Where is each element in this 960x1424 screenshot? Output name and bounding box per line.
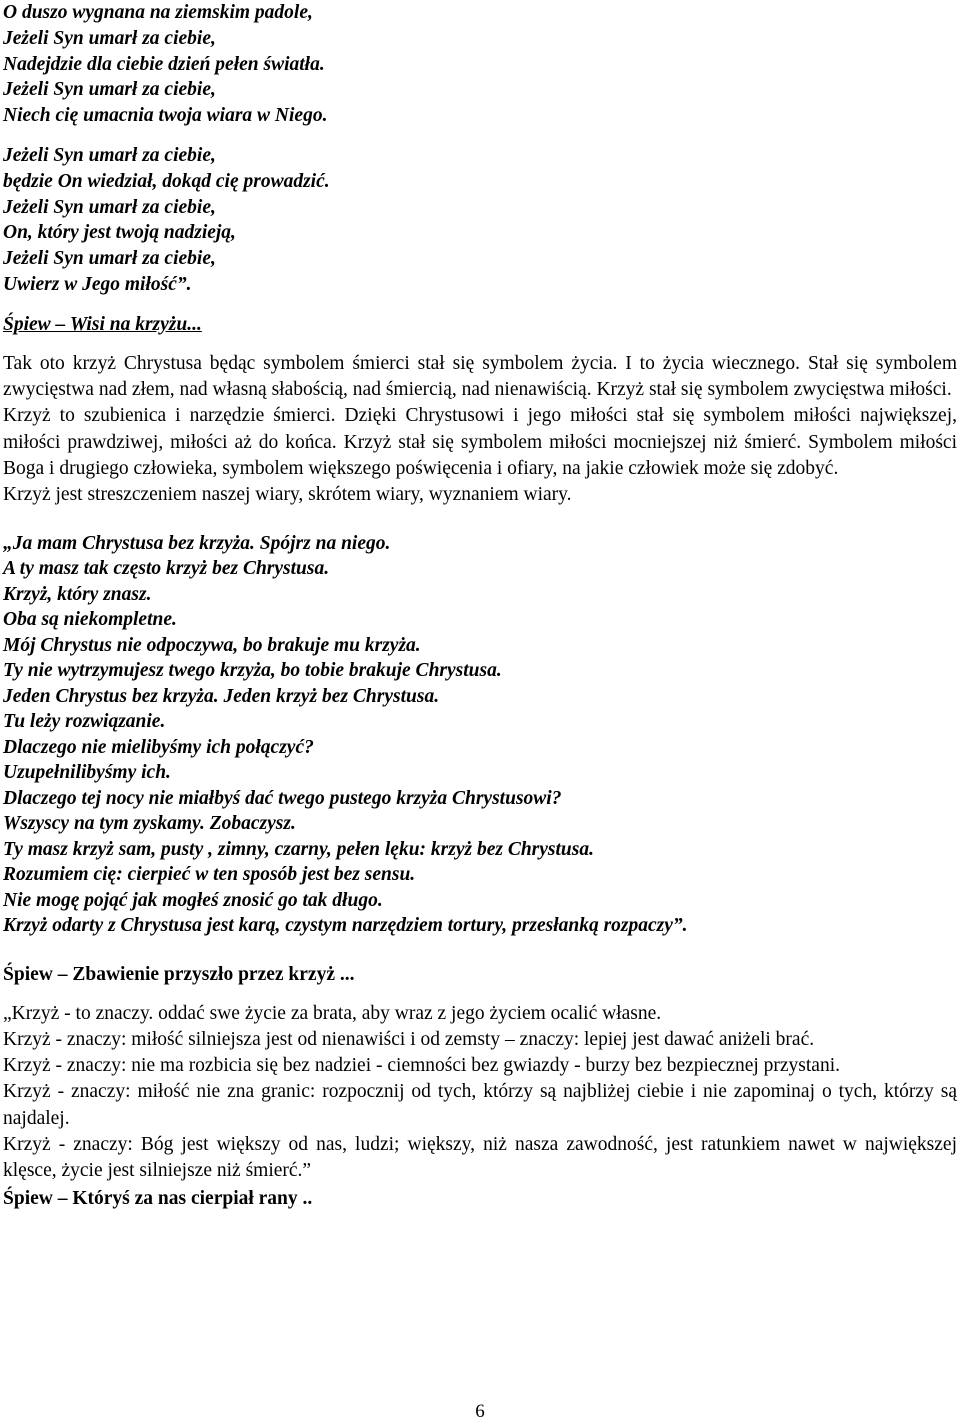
song-heading-3: Śpiew – Któryś za nas cierpiał rany ..	[3, 1187, 313, 1209]
spacer	[3, 338, 957, 351]
quote-line: Nie mogę pojąć jak mogłeś znosić go tak długo.	[3, 889, 383, 911]
poem-line: Jeżeli Syn umarł za ciebie,	[3, 196, 216, 218]
spacer	[3, 939, 957, 961]
quote-line: Oba są niekompletne.	[3, 609, 177, 631]
poem-stanza-2	[3, 143, 957, 298]
meaning-paragraph: Krzyż - znaczy: Bóg jest większy od nas, ludzi; większy, niż nasza zawodność, jest ratunkiem nawet w największej klęsce, życie jest silniejsze niż śmierć.”	[3, 1134, 957, 1182]
cross-meanings-section	[3, 1001, 957, 1185]
reflection-paragraph: Krzyż jest streszczeniem naszej wiary, skrótem wiary, wyznaniem wiary.	[3, 484, 572, 506]
poem-line: Uwierz w Jego miłość”.	[3, 273, 192, 295]
quote-line: Jeden Chrystus bez krzyża. Jeden krzyż bez Chrystusa.	[3, 685, 440, 707]
quote-line: Uzupełnilibyśmy ich.	[3, 762, 171, 784]
meaning-paragraph: Krzyż - znaczy: miłość nie zna granic: rozpocznij od tych, którzy są najbliżej ciebie i nie zapominaj o tych, którzy są najdalej.	[3, 1081, 957, 1129]
quote-line: Rozumiem cię: cierpieć w ten sposób jest bez sensu.	[3, 864, 416, 886]
song-heading-2: Śpiew – Zbawienie przyszło przez krzyż ...	[3, 963, 355, 985]
poem-line: Jeżeli Syn umarł za ciebie,	[3, 27, 216, 49]
song-heading-1: Śpiew – Wisi na krzyżu...	[3, 313, 202, 335]
meaning-paragraph: Krzyż - znaczy: miłość silniejsza jest od nienawiści i od zemsty – znaczy: lepiej jest dawać aniżeli brać.	[3, 1028, 815, 1050]
quote-line: Wszyscy na tym zyskamy. Zobaczysz.	[3, 813, 296, 835]
quote-line: Dlaczego nie mielibyśmy ich połączyć?	[3, 736, 314, 758]
spacer	[3, 988, 957, 1001]
quote-line: Mój Chrystus nie odpoczywa, bo brakuje mu krzyża.	[3, 634, 421, 656]
document-page	[3, 0, 957, 1212]
poem-line: Jeżeli Syn umarł za ciebie,	[3, 144, 216, 166]
meaning-paragraph: „Krzyż - to znaczy. oddać swe życie za brata, aby wraz z jego życiem ocalić własne.	[3, 1002, 662, 1024]
quote-line: Krzyż, który znasz.	[3, 583, 152, 605]
poem-line: Jeżeli Syn umarł za ciebie,	[3, 248, 216, 270]
quote-line: Tu leży rozwiązanie.	[3, 711, 166, 733]
page-number: 6	[475, 1401, 485, 1422]
spacer	[3, 129, 957, 143]
poem-line: będzie On wiedział, dokąd cię prowadzić.	[3, 170, 330, 192]
spacer	[3, 509, 957, 531]
meaning-paragraph: Krzyż - znaczy: nie ma rozbicia się bez nadziei - ciemności bez gwiazdy - burzy bez bezpiecznej przystani.	[3, 1055, 840, 1077]
poem-stanza-1	[3, 0, 957, 129]
quote-line: „Ja mam Chrystusa bez krzyża. Spójrz na niego.	[3, 532, 391, 554]
reflection-paragraph: Krzyż to szubienica i narzędzie śmierci. Dzięki Chrystusowi i jego miłości stał się symbolem miłości największej, miłości prawdziwej, miłości aż do końca. Krzyż stał się symbolem miłości mocniejszej niż śmierć. Symbolem miłości Boga i drugiego człowieka, symbolem większego poświęcenia i ofiary, na jakie człowiek może się zdobyć.	[3, 405, 957, 479]
poem-line: Niech cię umacnia twoja wiara w Niego.	[3, 105, 328, 127]
quote-line: Krzyż odarty z Chrystusa jest karą, czystym narzędziem tortury, przesłanką rozpaczy”.	[3, 915, 688, 937]
quote-line: Dlaczego tej nocy nie miałbyś dać twego pustego krzyża Chrystusowi?	[3, 787, 562, 809]
reflection-section	[3, 351, 957, 509]
quote-line: Ty nie wytrzymujesz twego krzyża, bo tobie brakuje Chrystusa.	[3, 660, 502, 682]
poem-line: Nadejdzie dla ciebie dzień pełen światła.	[3, 53, 325, 75]
quote-line: Ty masz krzyż sam, pusty , zimny, czarny, pełen lęku: krzyż bez Chrystusa.	[3, 838, 594, 860]
poem-line: O duszo wygnana na ziemskim padole,	[3, 2, 313, 23]
spacer	[3, 298, 957, 312]
poem-line: Jeżeli Syn umarł za ciebie,	[3, 79, 216, 101]
reflection-paragraph: Tak oto krzyż Chrystusa będąc symbolem śmierci stał się symbolem życia. I to życia wiecznego. Stał się symbolem zwycięstwa nad złem, nad własną słabością, nad śmiercią, nad nienawiścią. Krzyż stał się symbolem zwycięstwa miłości.	[3, 352, 957, 401]
quote-section	[3, 531, 957, 939]
quote-line: A ty masz tak często krzyż bez Chrystusa.	[3, 558, 330, 580]
poem-line: On, który jest twoją nadzieją,	[3, 222, 236, 244]
